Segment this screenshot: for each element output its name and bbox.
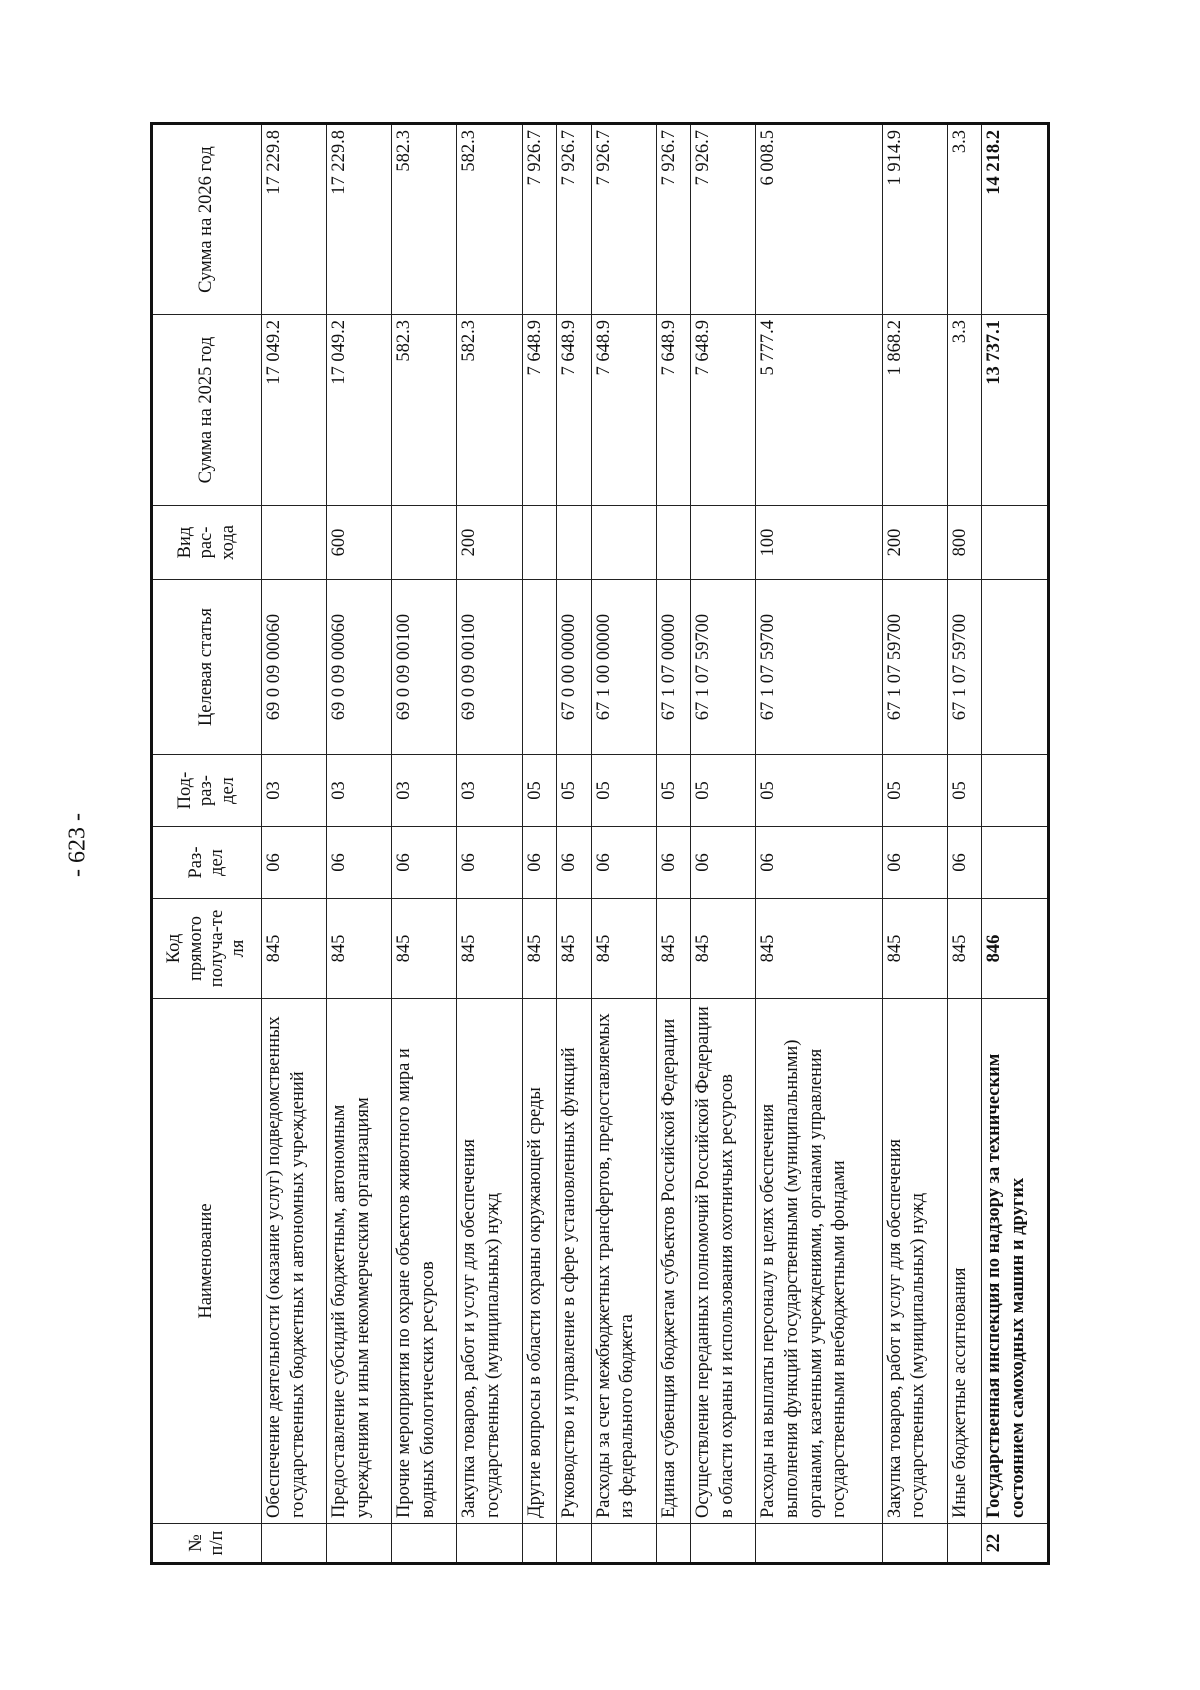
row-celevaya: 69 0 09 00060 [327,580,392,755]
row-razdel: 06 [591,827,656,899]
row-code: 845 [522,899,557,999]
row-podrazdel: 03 [327,755,392,827]
table-row [457,124,522,1564]
row-sum-2026: 17 229.8 [327,124,392,315]
budget-table [150,122,1050,1565]
row-razdel: 06 [691,827,756,899]
table-row [882,124,947,1564]
row-podrazdel: 05 [557,755,592,827]
row-code: 845 [457,899,522,999]
row-number [457,1524,522,1564]
row-sum-2025: 7 648.9 [656,315,691,506]
row-sum-2026: 7 926.7 [522,124,557,315]
row-podrazdel: 05 [756,755,882,827]
row-vid: 600 [327,506,392,580]
row-code: 845 [756,899,882,999]
row-name: Осуществление переданных полномочий Российской Федерации в области охраны и использования охотничьих ресурсов [691,999,756,1524]
row-razdel: 06 [392,827,457,899]
row-number [591,1524,656,1564]
row-number: 22 [982,1524,1049,1564]
row-razdel: 06 [947,827,982,899]
row-code: 845 [591,899,656,999]
row-code: 845 [557,899,592,999]
table-row [327,124,392,1564]
table-row [947,124,982,1564]
row-sum-2025: 7 648.9 [557,315,592,506]
row-number [882,1524,947,1564]
row-sum-2025: 582.3 [392,315,457,506]
row-number [656,1524,691,1564]
row-razdel: 06 [522,827,557,899]
header-celevaya: Целевая статья [152,580,262,755]
row-celevaya: 67 1 07 59700 [947,580,982,755]
row-sum-2025: 7 648.9 [691,315,756,506]
row-name: Закупка товаров, работ и услуг для обеспечения государственных (муниципальных) нужд [882,999,947,1524]
row-sum-2025: 7 648.9 [591,315,656,506]
row-celevaya: 69 0 09 00100 [457,580,522,755]
header-sum-2026: Сумма на 2026 год [152,124,262,315]
row-sum-2025: 5 777.4 [756,315,882,506]
row-celevaya: 67 1 07 59700 [882,580,947,755]
row-vid [691,506,756,580]
row-celevaya: 67 1 00 00000 [591,580,656,755]
row-number [522,1524,557,1564]
row-celevaya: 69 0 09 00060 [262,580,327,755]
row-sum-2025: 3.3 [947,315,982,506]
row-code: 845 [656,899,691,999]
table-row [756,124,882,1564]
row-number [392,1524,457,1564]
page-number: - 623 - [64,813,91,877]
row-sum-2026: 3.3 [947,124,982,315]
row-sum-2026: 6 008.5 [756,124,882,315]
table-row [656,124,691,1564]
row-podrazdel: 03 [392,755,457,827]
header-code: Код прямого получа-те ля [152,899,262,999]
row-razdel: 06 [882,827,947,899]
row-name: Обеспечение деятельности (оказание услуг) подведомственных государственных бюджетных и автономных учреждений [262,999,327,1524]
row-code: 845 [392,899,457,999]
row-celevaya: 67 0 00 00000 [557,580,592,755]
row-celevaya: 69 0 09 00100 [392,580,457,755]
row-vid [982,506,1049,580]
table-row [262,124,327,1564]
row-vid [656,506,691,580]
row-vid [557,506,592,580]
row-celevaya: 67 1 07 59700 [691,580,756,755]
row-code: 845 [262,899,327,999]
header-no: № п/п [152,1524,262,1564]
header-razdel: Раз- дел [152,827,262,899]
row-code: 846 [982,899,1049,999]
row-code: 845 [691,899,756,999]
row-vid: 200 [457,506,522,580]
row-sum-2025: 7 648.9 [522,315,557,506]
row-vid: 800 [947,506,982,580]
row-code: 845 [882,899,947,999]
row-sum-2026: 582.3 [457,124,522,315]
row-name: Расходы за счет межбюджетных трансфертов, предоставляемых из федерального бюджета [591,999,656,1524]
row-sum-2026: 1 914.9 [882,124,947,315]
row-podrazdel [982,755,1049,827]
row-razdel: 06 [327,827,392,899]
row-number [756,1524,882,1564]
row-razdel: 06 [557,827,592,899]
row-razdel: 06 [756,827,882,899]
row-number [557,1524,592,1564]
row-sum-2025: 13 737.1 [982,315,1049,506]
row-sum-2025: 582.3 [457,315,522,506]
row-razdel: 06 [262,827,327,899]
row-name: Расходы на выплаты персоналу в целях обеспечения выполнения функций государственными (муниципальными) органами, казенными учреждениями, органами управления государственными внебюджетными фондами [756,999,882,1524]
row-sum-2026: 7 926.7 [656,124,691,315]
row-celevaya: 67 1 07 00000 [656,580,691,755]
row-name: Прочие мероприятия по охране объектов животного мира и водных биологических ресурсов [392,999,457,1524]
row-number [947,1524,982,1564]
row-celevaya [982,580,1049,755]
row-podrazdel: 05 [947,755,982,827]
row-sum-2026: 17 229.8 [262,124,327,315]
table-row [392,124,457,1564]
row-celevaya: 67 1 07 59700 [756,580,882,755]
row-vid [591,506,656,580]
table-body [262,124,1049,1564]
row-razdel [982,827,1049,899]
row-sum-2025: 17 049.2 [262,315,327,506]
header-vid: Вид рас- хода [152,506,262,580]
row-sum-2026: 7 926.7 [557,124,592,315]
header-sum-2025: Сумма на 2025 год [152,315,262,506]
row-celevaya [522,580,557,755]
row-code: 845 [327,899,392,999]
row-podrazdel: 05 [591,755,656,827]
row-vid [392,506,457,580]
row-sum-2026: 582.3 [392,124,457,315]
row-podrazdel: 03 [262,755,327,827]
row-name: Единая субвенция бюджетам субъектов Российской Федерации [656,999,691,1524]
table-row [557,124,592,1564]
row-sum-2026: 14 218.2 [982,124,1049,315]
row-podrazdel: 05 [656,755,691,827]
row-name: Закупка товаров, работ и услуг для обеспечения государственных (муниципальных) нужд [457,999,522,1524]
table-row [522,124,557,1564]
rotated-page [150,125,1050,1565]
row-vid: 100 [756,506,882,580]
row-podrazdel: 03 [457,755,522,827]
header-name: Наименование [152,999,262,1524]
row-number [691,1524,756,1564]
row-podrazdel: 05 [691,755,756,827]
header-podrazdel: Под- раз- дел [152,755,262,827]
table-header-row [152,124,262,1564]
row-code: 845 [947,899,982,999]
row-number [327,1524,392,1564]
row-vid [522,506,557,580]
row-razdel: 06 [457,827,522,899]
table-row [982,124,1049,1564]
row-number [262,1524,327,1564]
table-row [691,124,756,1564]
row-razdel: 06 [656,827,691,899]
row-name: Предоставление субсидий бюджетным, автономным учреждениям и иным некоммерческим организациям [327,999,392,1524]
row-name: Другие вопросы в области охраны окружающей среды [522,999,557,1524]
row-podrazdel: 05 [522,755,557,827]
row-vid [262,506,327,580]
row-sum-2025: 17 049.2 [327,315,392,506]
row-sum-2025: 1 868.2 [882,315,947,506]
row-vid: 200 [882,506,947,580]
row-sum-2026: 7 926.7 [691,124,756,315]
row-name: Иные бюджетные ассигнования [947,999,982,1524]
row-sum-2026: 7 926.7 [591,124,656,315]
row-name: Руководство и управление в сфере установленных функций [557,999,592,1524]
row-podrazdel: 05 [882,755,947,827]
table-row [591,124,656,1564]
row-name: Государственная инспекция по надзору за техническим состоянием самоходных машин и других [982,999,1049,1524]
